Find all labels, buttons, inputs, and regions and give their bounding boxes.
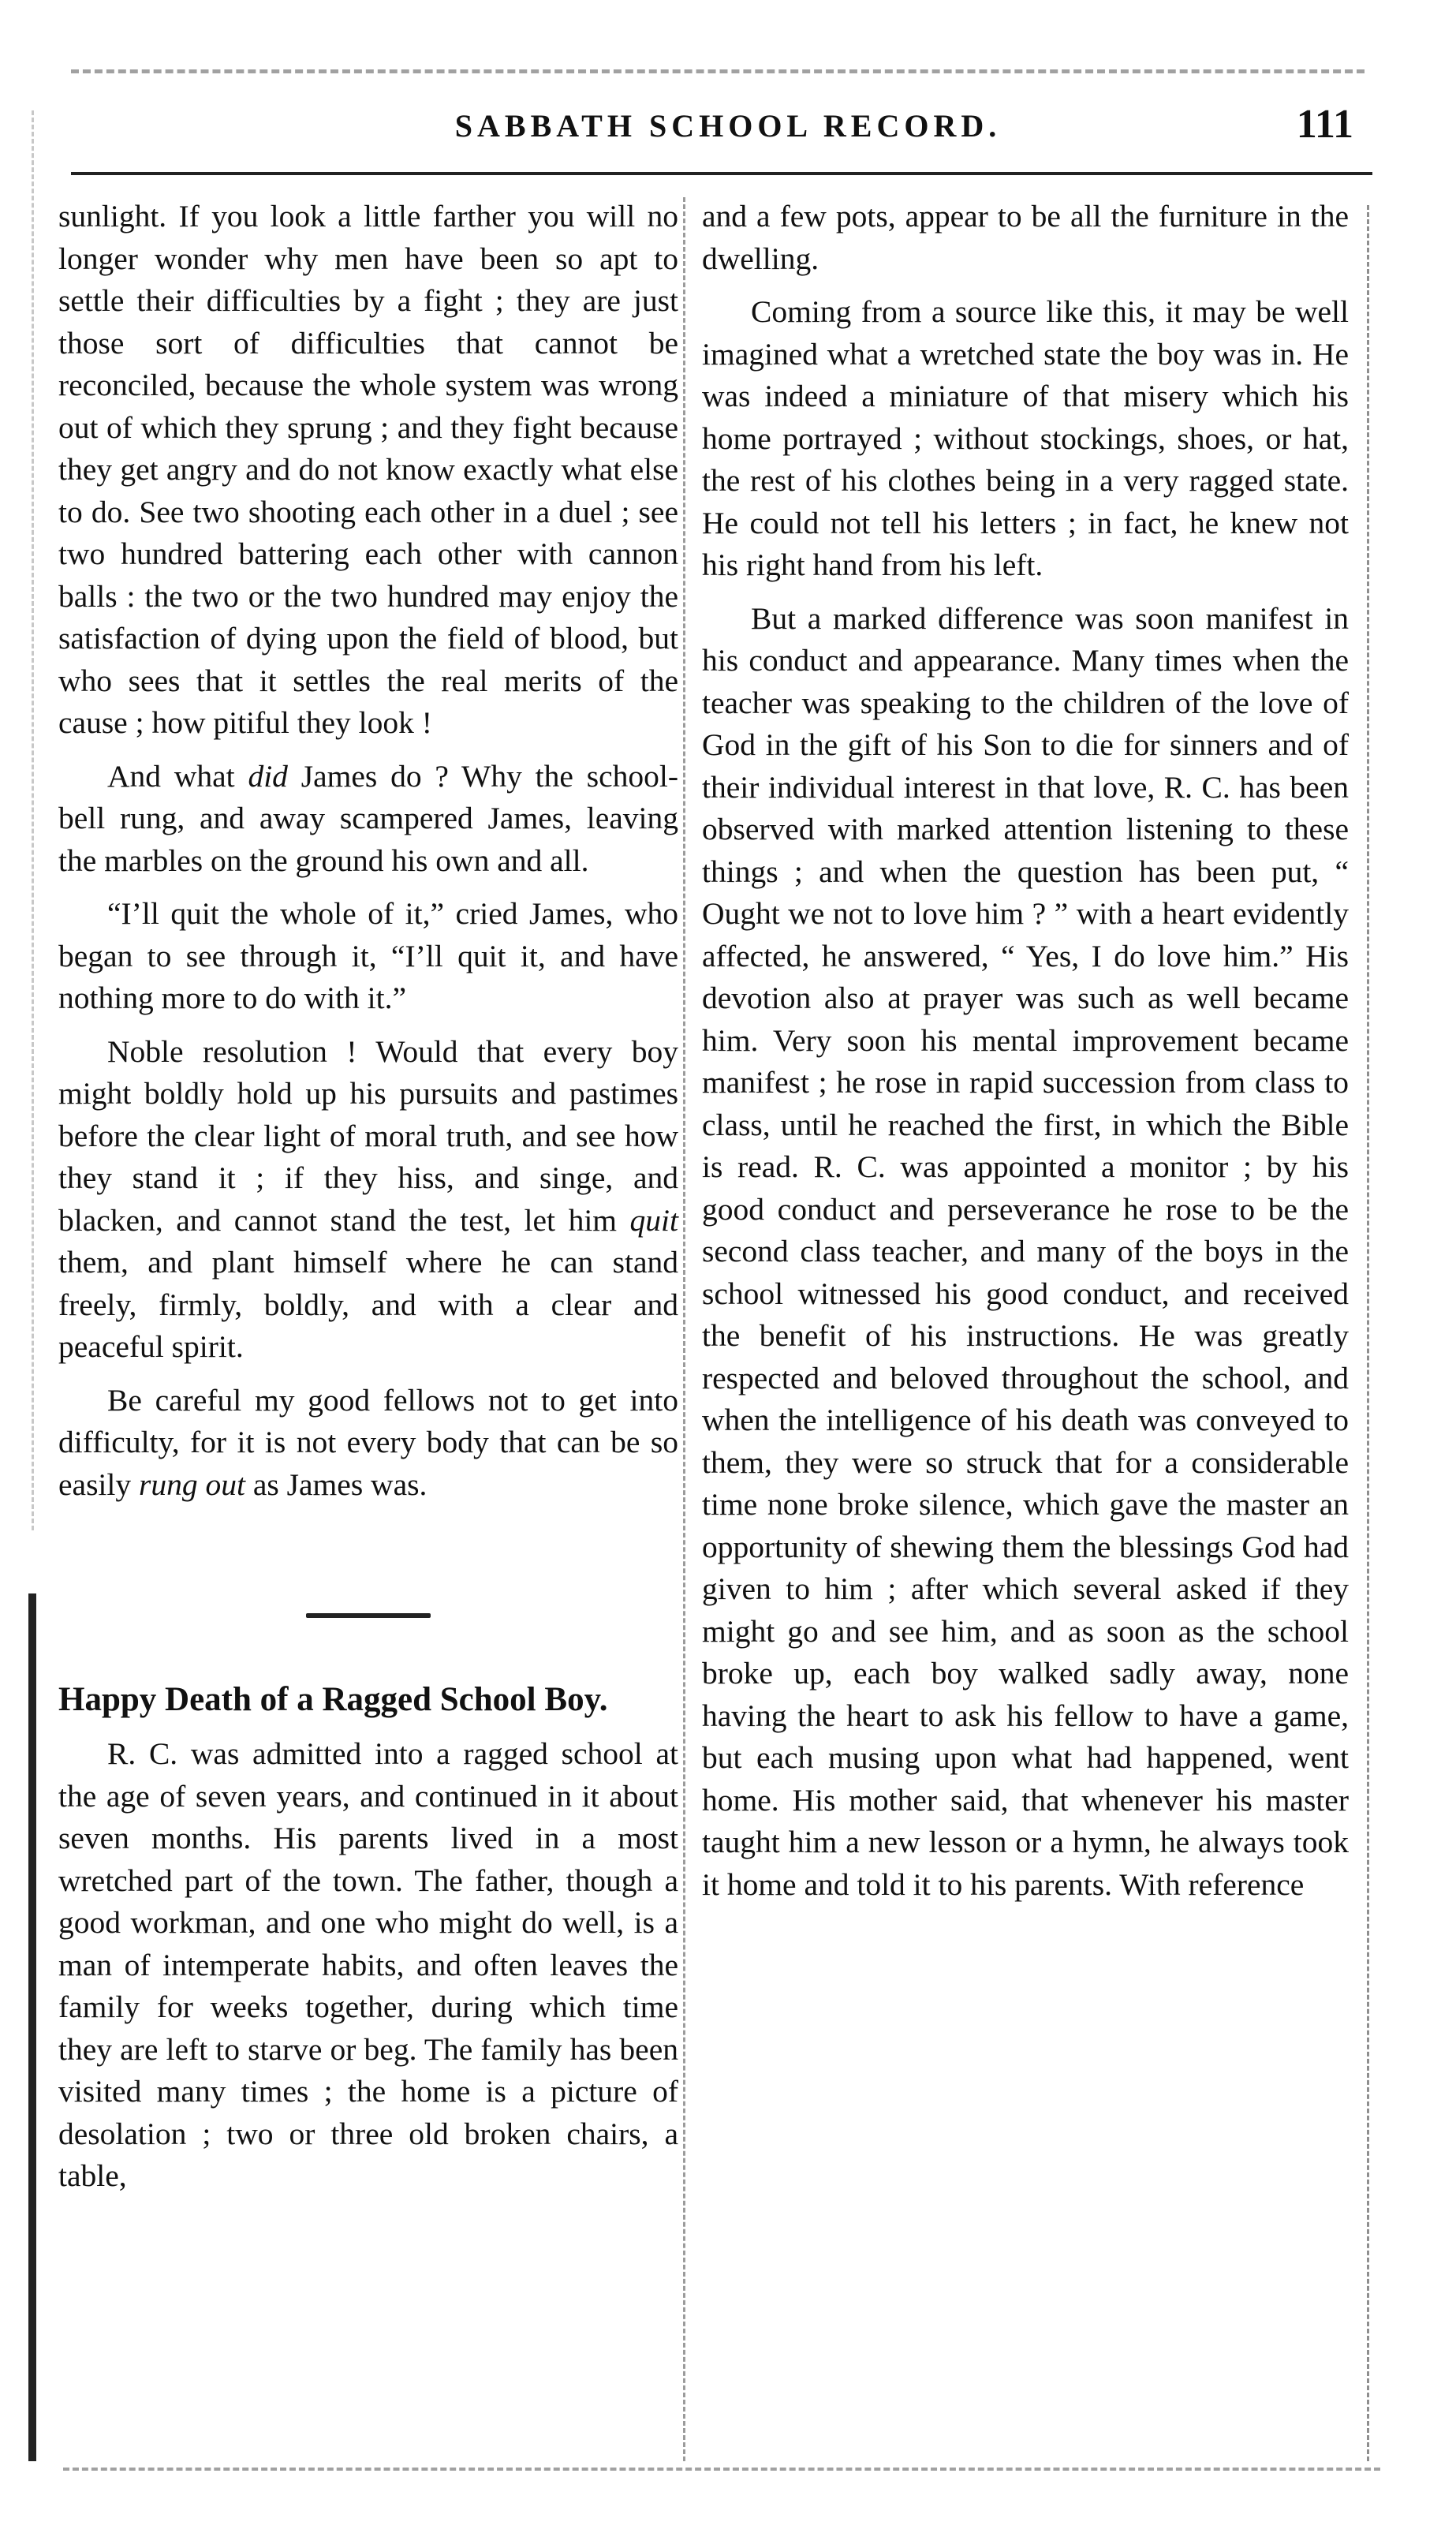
running-head: SABBATH SCHOOL RECORD. — [454, 108, 1002, 144]
paragraph: “I’ll quit the whole of it,” cried James, who began to see through it, “I’ll quit it, and have nothing more to do with it.” — [58, 896, 678, 1015]
paragraph: Noble resolution ! Would that every boy might boldly hold up his pursuits and pastimes before the clear light of moral truth, and see how they stand it ; if they hiss, and singe, and blacken, and cannot stand the test, let him quit them, and plant himself where he can stand freely, firmly, boldly, and with a clear and peaceful spirit. — [58, 1033, 678, 1364]
paragraph: And what did James do ? Why the school-bell rung, and away scampered James, leaving the marbles on the ground his own and all. — [58, 758, 679, 878]
binding-edge — [28, 1593, 36, 2461]
paragraph: sunlight. If you look a little farther you will no longer wonder why men have been so apt to settle their difficulties by a fight ; they are just those sort of difficulties that cannot be reconciled, because the whole system was wrong out of which they sprung ; and they fight because they get angry and do not know exactly what else to do. See two shooting each other in a duel ; see two hundred battering each other with cannon balls : the two or the two hundred may enjoy the satisfaction of dying upon the field of blood, but who sees that it settles the real merits of the cause ; how pitiful they look ! — [58, 199, 678, 740]
emphasis: quit — [629, 1202, 678, 1238]
paragraph: and a few pots, appear to be all the furniture in the dwelling. — [702, 199, 1349, 276]
paragraph: But a marked difference was soon manifest in his conduct and appearance. Many times when the teacher was speaking to the children of the love of God in the gift of his Son to die for sinners and of their individual interest in that love, R. C. has been observed with marked attention listening to these things ; and when the question has been put, “ Ought we not to love him ? ” with a heart evidently affected, he answered, “ Yes, I do love him.” His devotion also at prayer was such as well became him. Very soon his mental improvement became manifest ; he rose in rapid succession from class to class, until he reached the first, in which the Bible is read. R. C. was appointed a monitor ; by his good conduct and perseverance he rose to be the second class teacher, and many of the boys in the school witnessed his good conduct, and received the benefit of his instructions. He was greatly respected and beloved throughout the school, and when the intelligence of his death was conveyed to them, they were so struck that for a considerable time none broke silence, which gave the master an opportunity of shewing them the blessings God had given to him ; after which several asked if they might go and see him, and as soon as the school broke up, each boy walked sadly away, none having the heart to ask his fellow to have a game, but each musing upon what had happened, went home. His mother said, that whenever his master taught him a new lesson or a hymn, he always took it home and told it to his parents. With reference — [702, 600, 1349, 1902]
emphasis: rung out — [139, 1466, 245, 1502]
left-column — [58, 196, 678, 2198]
right-edge-marks — [1367, 205, 1369, 2461]
page-header — [47, 101, 1409, 164]
header-rule — [71, 172, 1372, 175]
top-edge-marks — [71, 69, 1365, 73]
paragraph: Be careful my good fellows not to get into difficulty, for it is not every body that can be so easily rung out as James was. — [58, 1382, 678, 1502]
left-edge-marks — [32, 110, 34, 1530]
section-separator — [306, 1613, 431, 1618]
column-divider — [683, 197, 685, 2461]
section-heading: Happy Death of a Ragged School Boy. — [58, 1681, 608, 1718]
right-column — [702, 196, 1349, 1906]
paragraph: Coming from a source like this, it may be well imagined what a wretched state the boy was in. He was indeed a miniature of that misery which his home portrayed ; without stockings, shoes, or hat, the rest of his clothes being in a very ragged state. He could not tell his letters ; in fact, he knew not his right hand from his left. — [702, 294, 1349, 582]
emphasis: did — [248, 758, 288, 794]
paragraph: R. C. was admitted into a ragged school at the age of seven years, and continued in it about seven months. His parents lived in a most wretched part of the town. The father, though a good workman, and one who might do well, is a man of intemperate habits, and often leaves the family for weeks together, during which time they are left to starve or beg. The family has been visited many times ; the home is a picture of desolation ; two or three old broken chairs, a table, — [58, 1736, 678, 2193]
page-number: 111 — [1296, 102, 1353, 147]
bottom-edge-marks — [63, 2468, 1380, 2471]
